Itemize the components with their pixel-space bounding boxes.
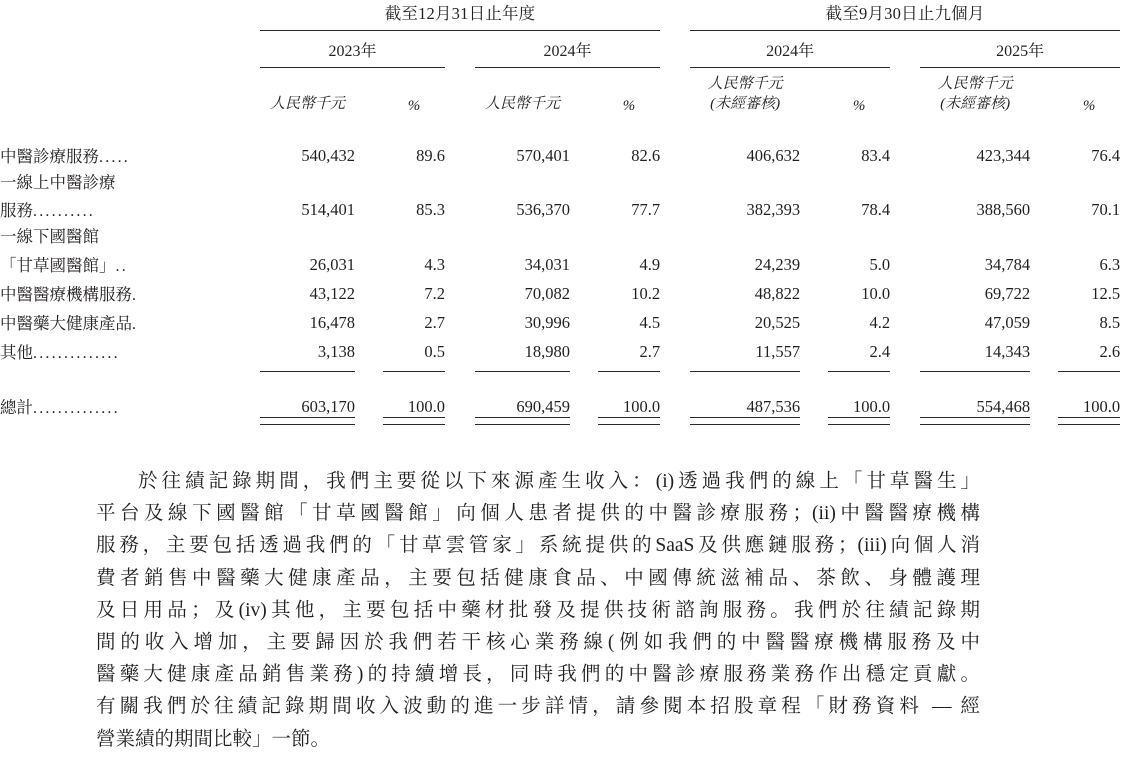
unit-percent-2024-9m: %: [852, 97, 866, 114]
row-label-4: [0, 304, 185, 333]
rule-col3: [598, 362, 660, 372]
table-header-group-row: [0, 0, 1128, 31]
table-header-year-row: [0, 31, 1128, 68]
period-year-2024-fy: 2024年: [475, 31, 660, 68]
dbl-rule-col7: [1058, 418, 1120, 425]
total-leader: ..............: [33, 399, 120, 417]
table-row: [0, 275, 1128, 304]
total-cell-c3: 100.0: [622, 397, 661, 417]
cell-r2-c4: 24,239: [754, 254, 801, 274]
total-cell-c7: 100.0: [1083, 397, 1121, 417]
period-year-2025-9m: 2025年: [920, 31, 1120, 68]
row-leader-1: ..........: [33, 203, 95, 221]
unit-currency-2024-9m: 人民幣千元: [707, 76, 783, 92]
cell-r2-c3: 4.9: [639, 254, 661, 274]
rule-col5: [828, 362, 890, 372]
row-leader-2: ..: [115, 257, 128, 275]
subtotal-rule-row: [0, 362, 1128, 372]
cell-r1-c6: 388,560: [976, 200, 1031, 220]
paragraph-line-1: 平台及線下國醫館「甘草國醫館」向個人患者提供的中醫診療服務；(ii)中醫醫療機構: [96, 503, 980, 525]
cell-r0-c7: 76.4: [1091, 145, 1121, 165]
row-label-text-4: 中醫藥大健康產品: [0, 313, 132, 333]
cell-r5-c6: 14,343: [984, 341, 1031, 361]
table-row-label-continued: [0, 166, 1128, 192]
cell-r2-c2: 34,031: [524, 254, 570, 274]
rule-col7: [1058, 362, 1120, 372]
row-label-5: [0, 333, 185, 362]
cell-r4-c6: 47,059: [984, 312, 1031, 332]
cell-r1-c0: 514,401: [301, 200, 355, 220]
table-row: [0, 304, 1128, 333]
row-label-2-head: 一線下國醫館: [0, 227, 99, 247]
table-row: [0, 191, 1128, 220]
group-header-nine-months: 截至9月30日止九個月: [690, 0, 1120, 31]
cell-r1-c4: 382,393: [746, 200, 801, 220]
table-row: [0, 333, 1128, 362]
cell-r3-c0: 43,122: [309, 283, 355, 303]
paragraph-line-5: 間的收入增加，主要歸因於我們若干核心業務線(例如我們的中醫醫療機構服務及中: [96, 632, 980, 654]
cell-r2-c5: 5.0: [869, 254, 891, 274]
dbl-rule-col0: [260, 418, 355, 425]
paragraph-line-3: 費者銷售中醫藥大健康產品，主要包括健康食品、中國傳統滋補品、茶飲、身體護理: [96, 567, 980, 589]
cell-r0-c3: 82.6: [631, 145, 661, 165]
table-row: [0, 137, 1128, 166]
cell-r5-c2: 18,980: [524, 341, 570, 361]
table-header-unit-row: [0, 68, 1128, 115]
unit-label-2023: [260, 68, 355, 115]
dbl-rule-col5: [828, 418, 890, 425]
total-cell-c4: 487,536: [746, 397, 801, 417]
cell-r5-c5: 2.4: [869, 341, 891, 361]
row-leader-5: ..............: [33, 344, 120, 362]
paragraph-line-2: 服務，主要包括透過我們的「甘草雲管家」系統提供的SaaS及供應鏈服務；(iii)向個人消: [96, 535, 980, 557]
total-cell-c1: 100.0: [407, 397, 445, 417]
cell-r1-c1: 85.3: [416, 200, 445, 220]
revenue-sources-paragraph: [96, 466, 980, 756]
unit-label-2024-9m: [690, 68, 800, 115]
header-body-gap: [0, 115, 1128, 137]
cell-r0-c4: 406,632: [746, 145, 801, 165]
dbl-rule-col2: [475, 418, 570, 425]
total-double-rule-row: [0, 418, 1128, 425]
paragraph-line-4: 及日用品；及(iv)其他，主要包括中藥材批發及提供技術諮詢服務。我們於往績記錄期: [96, 599, 980, 621]
cell-r0-c6: 423,344: [976, 145, 1031, 165]
unit-percent-2023: %: [407, 97, 421, 114]
unit-percent-2025-9m: %: [1082, 97, 1096, 114]
cell-r1-c2: 536,370: [516, 200, 570, 220]
total-cell-c6: 554,468: [976, 397, 1031, 417]
cell-r4-c0: 16,478: [309, 312, 355, 332]
cell-r0-c5: 83.4: [861, 145, 891, 165]
dbl-rule-col4: [690, 418, 800, 425]
cell-r5-c4: 11,557: [755, 341, 801, 361]
unit-currency-2024-fy: 人民幣千元: [484, 95, 560, 112]
unit-percent-2024-fy: %: [622, 97, 636, 114]
cell-r1-c5: 78.4: [861, 200, 891, 220]
cell-r3-c3: 10.2: [631, 283, 661, 303]
cell-r1-c3: 77.7: [631, 200, 661, 220]
row-leader-3: .: [132, 286, 139, 304]
row-label-1: [0, 191, 185, 220]
cell-r2-c7: 6.3: [1099, 254, 1121, 274]
rule-col6: [920, 362, 1030, 372]
row-label-3: [0, 275, 185, 304]
group-header-fiscal-year: 截至12月31日止年度: [260, 0, 660, 31]
cell-r3-c1: 7.2: [424, 283, 445, 303]
cell-r4-c2: 30,996: [524, 312, 570, 332]
period-year-2023: 2023年: [260, 31, 445, 68]
unit-label-2024-fy: [475, 68, 570, 115]
cell-r4-c7: 8.5: [1099, 312, 1121, 332]
unit-label-2025-9m: [920, 68, 1030, 115]
paragraph-line-6: 醫藥大健康產品銷售業務)的持續增長，同時我們的中醫診療服務業務作出穩定貢獻。: [96, 664, 980, 686]
rule-col0: [260, 362, 355, 372]
row-label-0: [0, 137, 185, 166]
period-year-2024-9m: 2024年: [690, 31, 890, 68]
paragraph-line-8: 營業績的期間比較」一節。: [96, 728, 331, 750]
row-label-text-0: 中醫診療服務: [0, 146, 99, 166]
cell-r0-c0: 540,432: [301, 145, 355, 165]
cell-r2-c1: 4.3: [424, 254, 445, 274]
row-label-2: [0, 246, 185, 275]
rule-col1: [383, 362, 445, 372]
rule-col2: [475, 362, 570, 372]
row-label-text-5: 其他: [0, 342, 33, 362]
cell-r4-c3: 4.5: [639, 312, 661, 332]
cell-r3-c7: 12.5: [1091, 283, 1121, 303]
cell-r4-c4: 20,525: [754, 312, 801, 332]
paragraph-line-0: [96, 466, 980, 498]
total-cell-c2: 690,459: [516, 397, 570, 417]
cell-r4-c5: 4.2: [869, 312, 891, 332]
table-row: [0, 246, 1128, 275]
table-total-row: [0, 392, 1128, 418]
row-leader-4: .: [132, 315, 139, 333]
cell-r0-c2: 570,401: [516, 145, 570, 165]
total-label: [0, 392, 185, 418]
paragraph-line-7: 有關我們於往績記錄期間收入波動的進一步詳情，請參閱本招股章程「財務資料 — 經: [96, 696, 980, 718]
total-cell-c0: 603,170: [301, 397, 355, 417]
cell-r1-c7: 70.1: [1091, 200, 1121, 220]
dbl-rule-col1: [383, 418, 445, 425]
total-gap-row: [0, 371, 1128, 392]
cell-r3-c5: 10.0: [861, 283, 891, 303]
cell-r5-c3: 2.7: [639, 341, 661, 361]
cell-r2-c0: 26,031: [309, 254, 355, 274]
paragraph-line-text-0: 於往績記錄期間，我們主要從以下來源產生收入：(i)透過我們的線上「甘草醫生」: [134, 471, 980, 492]
row-label-text-2: 「甘草國醫館」: [0, 255, 116, 275]
cell-r3-c6: 69,722: [984, 283, 1031, 303]
rule-col4: [690, 362, 800, 372]
cell-r3-c2: 70,082: [524, 283, 570, 303]
cell-r5-c7: 2.6: [1099, 341, 1121, 361]
unit-note-2025-9m: (未經審核): [940, 95, 1011, 112]
dbl-rule-col6: [920, 418, 1030, 425]
row-label-text-1: 服務: [0, 201, 33, 221]
row-leader-0: .....: [99, 148, 130, 166]
row-label-1-head: 一線上中醫診療: [0, 172, 116, 192]
dbl-rule-col3: [598, 418, 660, 425]
cell-r2-c6: 34,784: [984, 254, 1031, 274]
cell-r0-c1: 89.6: [416, 145, 445, 165]
cell-r5-c1: 0.5: [424, 341, 445, 361]
unit-currency-2025-9m: 人民幣千元: [937, 76, 1013, 92]
paragraph-block: [96, 466, 980, 756]
total-label-text: 總計: [0, 397, 33, 417]
row-label-text-3: 中醫醫療機構服務: [0, 284, 132, 304]
unit-currency-2023: 人民幣千元: [269, 95, 345, 112]
unit-note-2024-9m: (未經審核): [710, 95, 781, 112]
cell-r3-c4: 48,822: [754, 283, 801, 303]
table-row-label-continued: [0, 220, 1128, 246]
cell-r4-c1: 2.7: [424, 312, 445, 332]
cell-r5-c0: 3,138: [317, 341, 355, 361]
total-cell-c5: 100.0: [852, 397, 891, 417]
